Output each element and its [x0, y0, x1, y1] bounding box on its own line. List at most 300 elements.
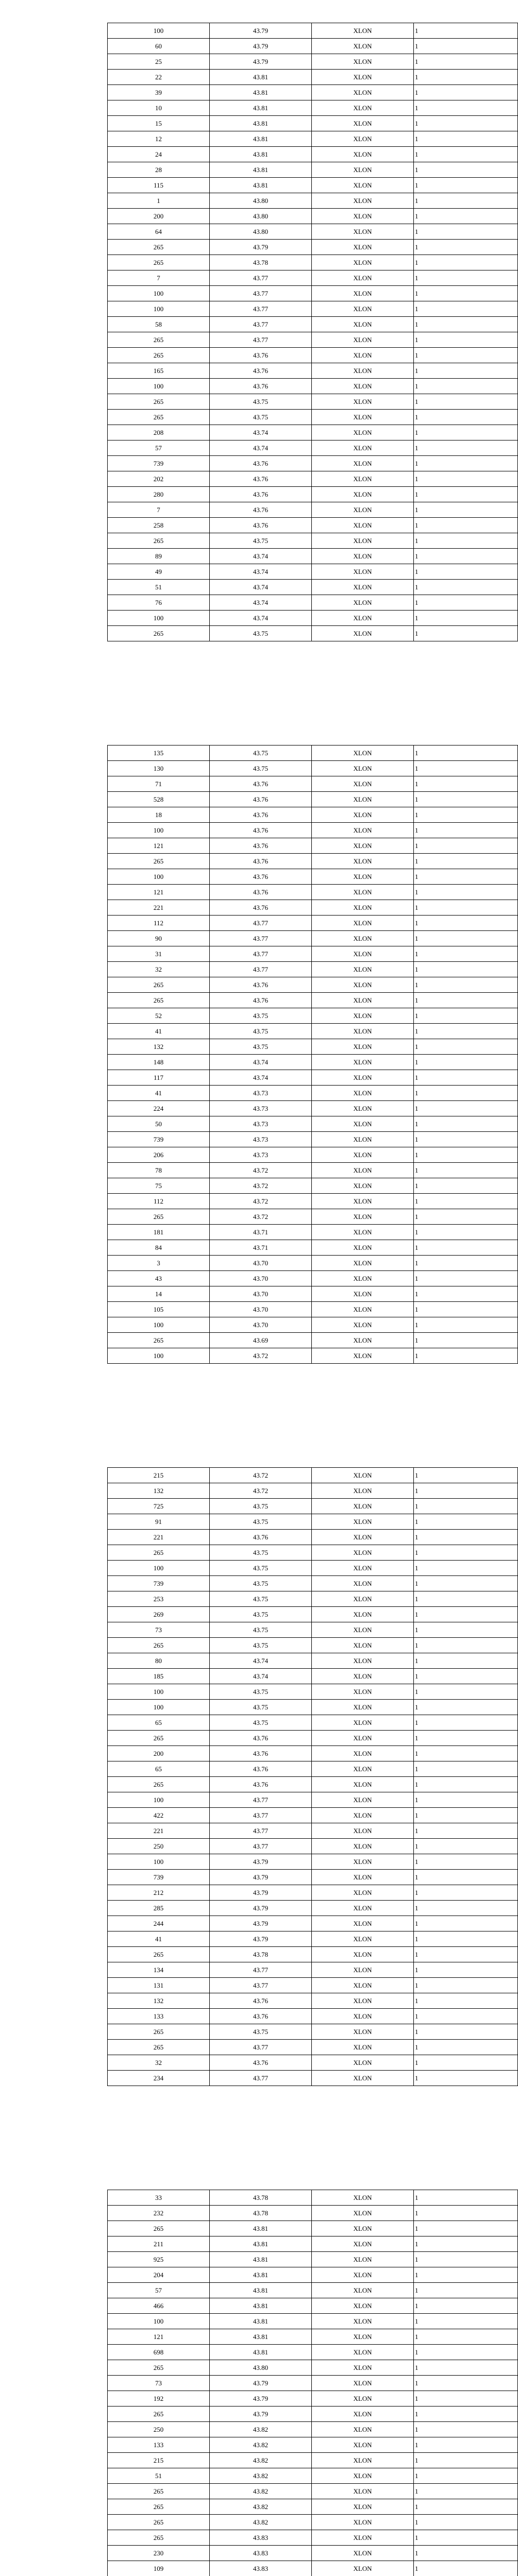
- volume-cell: 258: [108, 518, 210, 533]
- venue-cell: XLON: [312, 1055, 414, 1070]
- venue-cell: XLON: [312, 2298, 414, 2314]
- table-row: [108, 2515, 518, 2530]
- table-row: [108, 2468, 518, 2484]
- price-cell: 43.76: [210, 776, 312, 792]
- extra-cell: 1: [414, 131, 518, 147]
- extra-cell: 1: [414, 2190, 518, 2206]
- trade-table-4: [107, 2190, 518, 2576]
- extra-cell: 1: [414, 1947, 518, 1962]
- extra-cell: 1: [414, 440, 518, 456]
- venue-cell: XLON: [312, 2345, 414, 2360]
- venue-cell: XLON: [312, 1761, 414, 1777]
- volume-cell: 133: [108, 2437, 210, 2453]
- venue-cell: XLON: [312, 1302, 414, 1317]
- price-cell: 43.74: [210, 580, 312, 595]
- volume-cell: 192: [108, 2391, 210, 2406]
- price-cell: 43.76: [210, 348, 312, 363]
- extra-cell: 1: [414, 100, 518, 116]
- extra-cell: 1: [414, 2221, 518, 2236]
- volume-cell: 739: [108, 1132, 210, 1147]
- venue-cell: XLON: [312, 1499, 414, 1514]
- volume-cell: 65: [108, 1715, 210, 1731]
- price-cell: 43.76: [210, 1746, 312, 1761]
- volume-cell: 73: [108, 2376, 210, 2391]
- volume-cell: 250: [108, 1839, 210, 1854]
- extra-cell: 1: [414, 745, 518, 761]
- volume-cell: 265: [108, 626, 210, 641]
- venue-cell: XLON: [312, 1638, 414, 1653]
- extra-cell: 1: [414, 1622, 518, 1638]
- volume-cell: 24: [108, 147, 210, 162]
- extra-cell: 1: [414, 1808, 518, 1823]
- venue-cell: XLON: [312, 626, 414, 641]
- price-cell: 43.73: [210, 1101, 312, 1116]
- venue-cell: XLON: [312, 1008, 414, 1024]
- venue-cell: XLON: [312, 85, 414, 100]
- volume-cell: 200: [108, 1746, 210, 1761]
- table-row: [108, 162, 518, 178]
- price-cell: 43.79: [210, 1901, 312, 1916]
- volume-cell: 41: [108, 1931, 210, 1947]
- table-row: [108, 580, 518, 595]
- venue-cell: XLON: [312, 1777, 414, 1792]
- table-row: [108, 1761, 518, 1777]
- price-cell: 43.77: [210, 1978, 312, 1993]
- table-row: [108, 1499, 518, 1514]
- venue-cell: XLON: [312, 2437, 414, 2453]
- price-cell: 43.77: [210, 916, 312, 931]
- extra-cell: 1: [414, 1499, 518, 1514]
- venue-cell: XLON: [312, 2530, 414, 2546]
- volume-cell: 41: [108, 1086, 210, 1101]
- venue-cell: XLON: [312, 611, 414, 626]
- extra-cell: 1: [414, 2546, 518, 2561]
- price-cell: 43.83: [210, 2546, 312, 2561]
- venue-cell: XLON: [312, 1024, 414, 1039]
- table-row: [108, 1545, 518, 1561]
- price-cell: 43.81: [210, 2329, 312, 2345]
- price-cell: 43.77: [210, 1808, 312, 1823]
- price-cell: 43.75: [210, 394, 312, 410]
- table-row: [108, 255, 518, 270]
- extra-cell: 1: [414, 1483, 518, 1499]
- table-row: [108, 379, 518, 394]
- extra-cell: 1: [414, 2376, 518, 2391]
- table-row: [108, 1132, 518, 1147]
- venue-cell: XLON: [312, 2484, 414, 2499]
- extra-cell: 1: [414, 807, 518, 823]
- venue-cell: XLON: [312, 1348, 414, 1364]
- venue-cell: XLON: [312, 1700, 414, 1715]
- extra-cell: 1: [414, 456, 518, 471]
- extra-cell: 1: [414, 1962, 518, 1978]
- table-row: [108, 1333, 518, 1348]
- price-cell: 43.76: [210, 2009, 312, 2024]
- extra-cell: 1: [414, 193, 518, 209]
- venue-cell: XLON: [312, 1116, 414, 1132]
- extra-cell: 1: [414, 1256, 518, 1271]
- volume-cell: 80: [108, 1653, 210, 1669]
- venue-cell: XLON: [312, 1086, 414, 1101]
- price-cell: 43.72: [210, 1194, 312, 1209]
- volume-cell: 265: [108, 854, 210, 869]
- extra-cell: 1: [414, 224, 518, 240]
- price-cell: 43.76: [210, 518, 312, 533]
- price-cell: 43.72: [210, 1483, 312, 1499]
- table-row: [108, 807, 518, 823]
- extra-cell: 1: [414, 1240, 518, 1256]
- price-cell: 43.82: [210, 2422, 312, 2437]
- extra-cell: 1: [414, 993, 518, 1008]
- price-cell: 43.79: [210, 1885, 312, 1901]
- price-cell: 43.81: [210, 2298, 312, 2314]
- price-cell: 43.75: [210, 1638, 312, 1653]
- table-row: [108, 1870, 518, 1885]
- extra-cell: 1: [414, 2024, 518, 2040]
- extra-cell: 1: [414, 240, 518, 255]
- venue-cell: XLON: [312, 1746, 414, 1761]
- table-row: [108, 1070, 518, 1086]
- price-cell: 43.81: [210, 162, 312, 178]
- extra-cell: 1: [414, 564, 518, 580]
- table-row: [108, 240, 518, 255]
- extra-cell: 1: [414, 549, 518, 564]
- price-cell: 43.78: [210, 1947, 312, 1962]
- volume-cell: 78: [108, 1163, 210, 1178]
- venue-cell: XLON: [312, 962, 414, 977]
- volume-cell: 50: [108, 1116, 210, 1132]
- extra-cell: 1: [414, 611, 518, 626]
- table-row: [108, 1993, 518, 2009]
- venue-cell: XLON: [312, 776, 414, 792]
- volume-cell: 265: [108, 2530, 210, 2546]
- venue-cell: XLON: [312, 946, 414, 962]
- table-row: [108, 1638, 518, 1653]
- table-row: [108, 1514, 518, 1530]
- extra-cell: 1: [414, 85, 518, 100]
- venue-cell: XLON: [312, 1576, 414, 1591]
- table-row: [108, 2298, 518, 2314]
- venue-cell: XLON: [312, 1271, 414, 1286]
- venue-cell: XLON: [312, 1163, 414, 1178]
- venue-cell: XLON: [312, 1978, 414, 1993]
- extra-cell: 1: [414, 2391, 518, 2406]
- volume-cell: 57: [108, 440, 210, 456]
- table-row: [108, 1225, 518, 1240]
- extra-cell: 1: [414, 1178, 518, 1194]
- venue-cell: XLON: [312, 2406, 414, 2422]
- volume-cell: 265: [108, 332, 210, 348]
- extra-cell: 1: [414, 2009, 518, 2024]
- extra-cell: 1: [414, 379, 518, 394]
- volume-cell: 265: [108, 2499, 210, 2515]
- price-cell: 43.75: [210, 1715, 312, 1731]
- volume-cell: 265: [108, 1333, 210, 1348]
- price-cell: 43.75: [210, 1622, 312, 1638]
- price-cell: 43.74: [210, 595, 312, 611]
- extra-cell: 1: [414, 900, 518, 916]
- price-cell: 43.81: [210, 2236, 312, 2252]
- price-cell: 43.75: [210, 1545, 312, 1561]
- volume-cell: 215: [108, 1468, 210, 1483]
- price-cell: 43.77: [210, 301, 312, 317]
- volume-cell: 265: [108, 410, 210, 425]
- table-row: [108, 916, 518, 931]
- volume-cell: 71: [108, 776, 210, 792]
- table-row: [108, 502, 518, 518]
- venue-cell: XLON: [312, 2453, 414, 2468]
- extra-cell: 1: [414, 869, 518, 885]
- venue-cell: XLON: [312, 1514, 414, 1530]
- price-cell: 43.76: [210, 869, 312, 885]
- price-cell: 43.76: [210, 838, 312, 854]
- venue-cell: XLON: [312, 471, 414, 487]
- table-row: [108, 2499, 518, 2515]
- volume-cell: 265: [108, 1947, 210, 1962]
- venue-cell: XLON: [312, 1333, 414, 1348]
- table-row: [108, 1669, 518, 1684]
- table-row: [108, 1700, 518, 1715]
- table-row: [108, 2422, 518, 2437]
- volume-cell: 49: [108, 564, 210, 580]
- table-row: [108, 1947, 518, 1962]
- table-row: [108, 1684, 518, 1700]
- volume-cell: 100: [108, 1854, 210, 1870]
- venue-cell: XLON: [312, 1993, 414, 2009]
- venue-cell: XLON: [312, 1561, 414, 1576]
- table-row: [108, 1792, 518, 1808]
- price-cell: 43.80: [210, 193, 312, 209]
- table-row: [108, 1147, 518, 1163]
- extra-cell: 1: [414, 1101, 518, 1116]
- price-cell: 43.76: [210, 487, 312, 502]
- price-cell: 43.75: [210, 1008, 312, 1024]
- volume-cell: 84: [108, 1240, 210, 1256]
- volume-cell: 265: [108, 2024, 210, 2040]
- extra-cell: 1: [414, 54, 518, 70]
- venue-cell: XLON: [312, 2040, 414, 2055]
- venue-cell: XLON: [312, 2468, 414, 2484]
- volume-cell: 212: [108, 1885, 210, 1901]
- venue-cell: XLON: [312, 2024, 414, 2040]
- price-cell: 43.76: [210, 379, 312, 394]
- price-cell: 43.79: [210, 1931, 312, 1947]
- venue-cell: XLON: [312, 2009, 414, 2024]
- price-cell: 43.81: [210, 2314, 312, 2329]
- volume-cell: 52: [108, 1008, 210, 1024]
- venue-cell: XLON: [312, 2561, 414, 2576]
- volume-cell: 100: [108, 286, 210, 301]
- volume-cell: 165: [108, 363, 210, 379]
- extra-cell: 1: [414, 1746, 518, 1761]
- venue-cell: XLON: [312, 993, 414, 1008]
- volume-cell: 90: [108, 931, 210, 946]
- volume-cell: 100: [108, 1317, 210, 1333]
- table-row: [108, 2206, 518, 2221]
- volume-cell: 76: [108, 595, 210, 611]
- table-row: [108, 209, 518, 224]
- volume-cell: 28: [108, 162, 210, 178]
- venue-cell: XLON: [312, 854, 414, 869]
- extra-cell: 1: [414, 363, 518, 379]
- venue-cell: XLON: [312, 1317, 414, 1333]
- price-cell: 43.75: [210, 1576, 312, 1591]
- price-cell: 43.77: [210, 962, 312, 977]
- volume-cell: 131: [108, 1978, 210, 1993]
- table-row: [108, 1715, 518, 1731]
- price-cell: 43.76: [210, 2055, 312, 2071]
- venue-cell: XLON: [312, 178, 414, 193]
- table-row: [108, 440, 518, 456]
- venue-cell: XLON: [312, 1839, 414, 1854]
- price-cell: 43.70: [210, 1302, 312, 1317]
- table-row: [108, 1777, 518, 1792]
- price-cell: 43.77: [210, 286, 312, 301]
- volume-cell: 65: [108, 1761, 210, 1777]
- price-cell: 43.83: [210, 2561, 312, 2576]
- table-row: [108, 854, 518, 869]
- price-cell: 43.75: [210, 626, 312, 641]
- volume-cell: 132: [108, 1993, 210, 2009]
- volume-cell: 100: [108, 1561, 210, 1576]
- venue-cell: XLON: [312, 23, 414, 39]
- volume-cell: 57: [108, 2283, 210, 2298]
- price-cell: 43.75: [210, 1499, 312, 1514]
- extra-cell: 1: [414, 977, 518, 993]
- volume-cell: 58: [108, 317, 210, 332]
- price-cell: 43.79: [210, 2406, 312, 2422]
- extra-cell: 1: [414, 1684, 518, 1700]
- extra-cell: 1: [414, 2422, 518, 2437]
- table-row: [108, 2546, 518, 2561]
- extra-cell: 1: [414, 471, 518, 487]
- table-row: [108, 1962, 518, 1978]
- table-row: [108, 611, 518, 626]
- table-row: [108, 1468, 518, 1483]
- volume-cell: 10: [108, 100, 210, 116]
- price-cell: 43.74: [210, 564, 312, 580]
- extra-cell: 1: [414, 1468, 518, 1483]
- table-row: [108, 1086, 518, 1101]
- extra-cell: 1: [414, 209, 518, 224]
- extra-cell: 1: [414, 39, 518, 54]
- table-row: [108, 2345, 518, 2360]
- volume-cell: 244: [108, 1916, 210, 1931]
- table-row: [108, 54, 518, 70]
- extra-cell: 1: [414, 1653, 518, 1669]
- price-cell: 43.77: [210, 1792, 312, 1808]
- volume-cell: 121: [108, 838, 210, 854]
- volume-cell: 7: [108, 270, 210, 286]
- extra-cell: 1: [414, 410, 518, 425]
- extra-cell: 1: [414, 23, 518, 39]
- extra-cell: 1: [414, 1792, 518, 1808]
- table-row: [108, 1607, 518, 1622]
- price-cell: 43.77: [210, 317, 312, 332]
- extra-cell: 1: [414, 2561, 518, 2576]
- price-cell: 43.72: [210, 1178, 312, 1194]
- price-cell: 43.70: [210, 1256, 312, 1271]
- venue-cell: XLON: [312, 2546, 414, 2561]
- table-row: [108, 70, 518, 85]
- venue-cell: XLON: [312, 2190, 414, 2206]
- volume-cell: 18: [108, 807, 210, 823]
- extra-cell: 1: [414, 2530, 518, 2546]
- volume-cell: 133: [108, 2009, 210, 2024]
- table-row: [108, 100, 518, 116]
- table-row: [108, 885, 518, 900]
- extra-cell: 1: [414, 1839, 518, 1854]
- extra-cell: 1: [414, 116, 518, 131]
- venue-cell: XLON: [312, 1483, 414, 1499]
- volume-cell: 15: [108, 116, 210, 131]
- table-row: [108, 147, 518, 162]
- price-cell: 43.79: [210, 2376, 312, 2391]
- price-cell: 43.76: [210, 792, 312, 807]
- venue-cell: XLON: [312, 487, 414, 502]
- volume-cell: 265: [108, 977, 210, 993]
- price-cell: 43.78: [210, 2206, 312, 2221]
- price-cell: 43.77: [210, 332, 312, 348]
- table-row: [108, 1163, 518, 1178]
- volume-cell: 234: [108, 2071, 210, 2086]
- extra-cell: 1: [414, 1225, 518, 1240]
- extra-cell: 1: [414, 1777, 518, 1792]
- venue-cell: XLON: [312, 2422, 414, 2437]
- price-cell: 43.75: [210, 1591, 312, 1607]
- volume-cell: 33: [108, 2190, 210, 2206]
- table-row: [108, 900, 518, 916]
- extra-cell: 1: [414, 1163, 518, 1178]
- table-row: [108, 2221, 518, 2236]
- table-row: [108, 993, 518, 1008]
- venue-cell: XLON: [312, 2376, 414, 2391]
- table-row: [108, 193, 518, 209]
- volume-cell: 250: [108, 2422, 210, 2437]
- venue-cell: XLON: [312, 1225, 414, 1240]
- table-row: [108, 1348, 518, 1364]
- volume-cell: 100: [108, 2314, 210, 2329]
- extra-cell: 1: [414, 1514, 518, 1530]
- venue-cell: XLON: [312, 1854, 414, 1870]
- table-row: [108, 1286, 518, 1302]
- price-cell: 43.79: [210, 2391, 312, 2406]
- extra-cell: 1: [414, 2298, 518, 2314]
- table-row: [108, 931, 518, 946]
- volume-cell: 204: [108, 2267, 210, 2283]
- price-cell: 43.76: [210, 993, 312, 1008]
- table-row: [108, 838, 518, 854]
- extra-cell: 1: [414, 2040, 518, 2055]
- table-row: [108, 456, 518, 471]
- price-cell: 43.76: [210, 363, 312, 379]
- price-cell: 43.82: [210, 2437, 312, 2453]
- volume-cell: 185: [108, 1669, 210, 1684]
- venue-cell: XLON: [312, 564, 414, 580]
- venue-cell: XLON: [312, 1256, 414, 1271]
- extra-cell: 1: [414, 2360, 518, 2376]
- venue-cell: XLON: [312, 1101, 414, 1116]
- price-cell: 43.81: [210, 2252, 312, 2267]
- volume-cell: 100: [108, 379, 210, 394]
- extra-cell: 1: [414, 885, 518, 900]
- table-row: [108, 224, 518, 240]
- extra-cell: 1: [414, 1700, 518, 1715]
- price-cell: 43.72: [210, 1348, 312, 1364]
- price-cell: 43.70: [210, 1317, 312, 1333]
- volume-cell: 89: [108, 549, 210, 564]
- price-cell: 43.75: [210, 761, 312, 776]
